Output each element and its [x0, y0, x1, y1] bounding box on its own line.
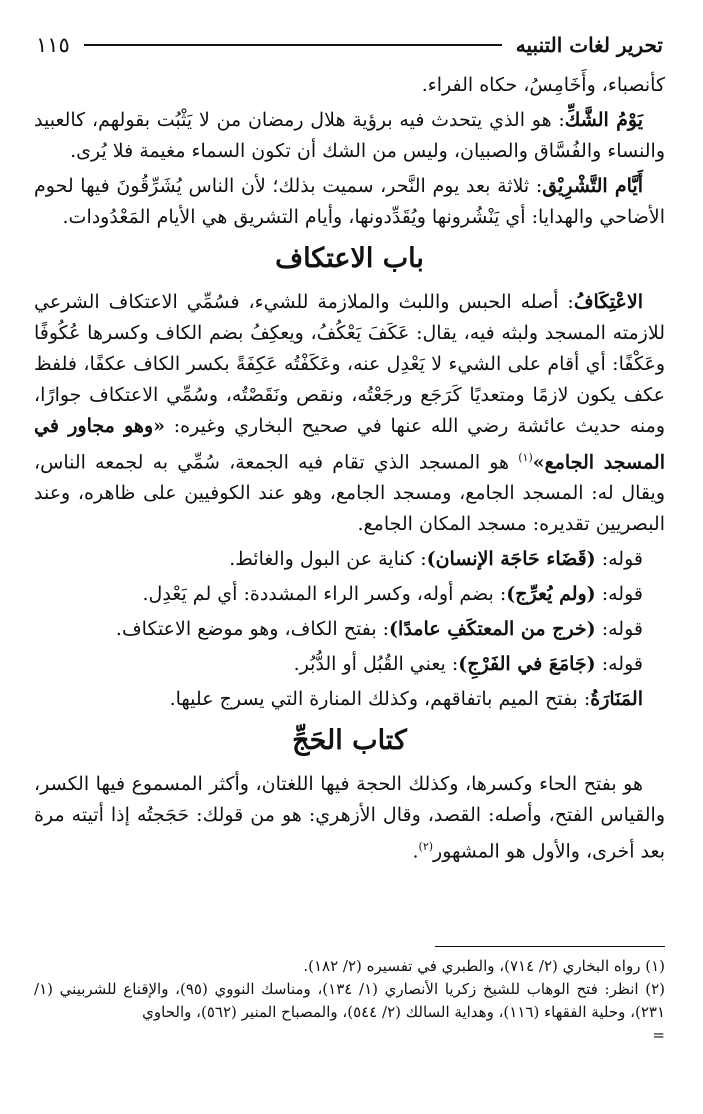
paragraph-ayyam-al-tashriq: [34, 171, 665, 233]
entry-term: المَنَارَةُ: [590, 688, 643, 711]
entry-definition: : بفتح الكاف، وهو موضع الاعتكاف.: [115, 618, 390, 641]
paragraph-hajj: [34, 769, 665, 867]
paragraph-qawluhu-4: [34, 649, 665, 680]
entry-term: أَيَّام التَّشْرِيْق: [542, 175, 644, 197]
page-body: [34, 70, 665, 872]
footnote-ref-2: (٢): [418, 840, 434, 854]
entry-definition: : كناية عن البول والغائط.: [229, 548, 427, 571]
footnote-rule: [435, 946, 665, 947]
footnote-2: (٢) انظر: فتح الوهاب للشيخ زكريا الأنصاري (١/ ١٣٤)، ومناسك النووي (٩٥)، والإقناع للشربيني (١/ ٢٣١)، وحلية الفقهاء (١١٦)، وهداية السالك (٢/ ٥٤٤)، والمصباح المنير (٥٦٢)، والحاوي: [34, 980, 665, 1021]
header-title: تحرير لغات التنبيه: [515, 33, 663, 57]
paragraph-yawm-al-shakk: [34, 105, 665, 167]
entry-term: الاعْتِكَافُ: [573, 291, 643, 313]
header-rule: [84, 44, 502, 46]
entry-definition: : أصله الحبس واللبث والملازمة للشيء، فسُمِّي الاعتكاف الشرعي للازمته المسجد ولبثه فيه، يقال: عَكَفَ يَعْكُفُ، ويعكِفُ بضم الكاف وكسرها عُكُوفًا وعَكْفًا: أي أقام على الشيء لا يَعْدِل عنه، وعَكَفْتُه عَكِفَةً بكسر الكاف عكفًا، فلفظ عكف يكون لازمًا ومتعديًا كَرَجَع ورجَعْتُه، ونقص ونَقَصْتُه، وسُمِّي الاعتكاف جوارًا، ومنه حديث عائشة رضي الله عنها في صحيح البخاري وغيره:: [34, 291, 665, 437]
running-header: [36, 30, 663, 60]
footnotes: [34, 946, 665, 1047]
entry-definition: هو بفتح الحاء وكسرها، وكذلك الحجة فيها اللغتان، وأكثر المسموع فيها الكسر، والقياس الفتح، وأصله: القصد، وقال الأزهري: هو من قولك: حَجَجتُه إذا أتيته مرة بعد أخرى، والأول هو المشهور: [34, 773, 665, 863]
section-heading-itikaf: باب الاعتكاف: [275, 243, 424, 274]
entry-definition: : يعني القُبُل أو الدُّبُر.: [293, 653, 459, 676]
entry-definition: : هو الذي يتحدث فيه برؤية هلال رمضان من لا يَثْبُت بقولهم، كالعبيد والنساء والفُسَّاق والصبيان، وليس من الشك أن تكون السماء مغيمة فلا يُرى.: [34, 109, 665, 162]
entry-definition: : بضم أوله، وكسر الراء المشددة: أي لم يَعْدِل.: [142, 583, 507, 606]
entry-term: (قَضَاء حَاجَة الإنسان): [426, 548, 596, 571]
paragraph-qawluhu-3: [34, 614, 665, 645]
page-number: ١١٥: [36, 33, 70, 57]
entry-term: (خرج من المعتكَفِ عامدًا): [389, 618, 596, 641]
entry-term: يَوْمُ الشَّكِّ: [564, 109, 644, 131]
paragraph-text: كأنصباء، وأَخَامِسُ، حكاه الفراء.: [421, 74, 665, 96]
paragraph-akhamis: [34, 70, 665, 101]
section-heading-hajj: كتاب الحَجِّ: [292, 725, 407, 757]
paragraph-qawluhu-1: [34, 544, 665, 575]
entry-term: (جَامَعَ في الفَرْجِ): [458, 653, 596, 676]
entry-lead: قوله:: [595, 583, 643, 606]
entry-definition-continued: هو المسجد الذي تقام فيه الجمعة، سُمِّي به لجمعه الناس، ويقال له: المسجد الجامع، ومسجد الجامع، وهو عند الكوفيين على ظاهره، وعند البصريين تقديره: مسجد المكان الجامع.: [34, 451, 665, 536]
entry-lead: قوله:: [595, 653, 643, 676]
entry-lead: قوله:: [595, 548, 643, 571]
paragraph-qawluhu-2: [34, 579, 665, 610]
paragraph-itikaf: [34, 287, 665, 540]
footnote-1: (١) رواه البخاري (٢/ ٧١٤)، والطبري في تفسيره (٢/ ١٨٢).: [303, 957, 665, 975]
paragraph-manara: [34, 684, 665, 715]
sentence-end: .: [412, 840, 419, 863]
hadith-quote: «وهو مجاور في المسجد الجامع»: [34, 415, 665, 474]
continuation-mark: =: [652, 1026, 665, 1044]
entry-definition: : ثلاثة بعد يوم النَّحر، سميت بذلك؛ لأن الناس يُشَرِّقُونَ فيها لحوم الأضاحي والهدايا: أي يَنْشُرونها ويُقَدِّدونها، وأيام التشريق هي الأيام المَعْدُودات.: [34, 175, 665, 228]
entry-term: (ولم يُعرِّج): [506, 583, 596, 606]
entry-lead: قوله:: [595, 618, 643, 641]
entry-definition: : بفتح الميم باتفاقهم، وكذلك المنارة التي يسرج عليها.: [169, 688, 591, 711]
footnote-ref-1: (١): [518, 451, 533, 464]
